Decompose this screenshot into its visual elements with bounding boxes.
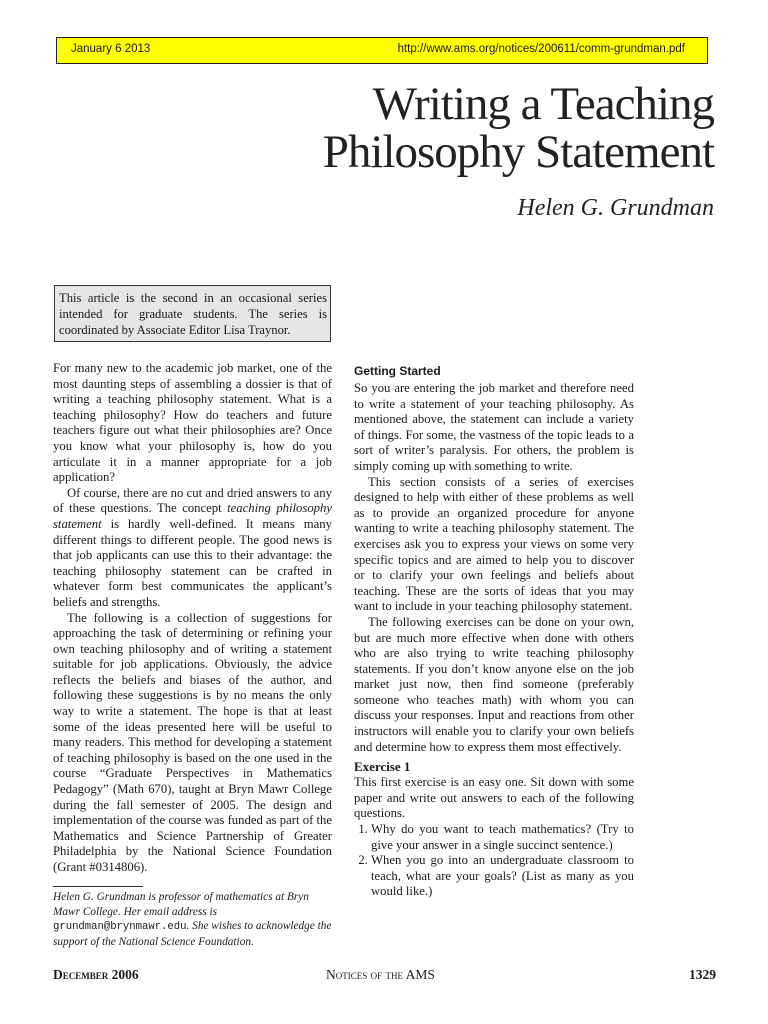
section-heading-getting-started: Getting Started [354,364,441,378]
left-paragraph-2-italic: teaching philosophy statement [53,501,332,531]
title-line-2: Philosophy Statement [322,126,714,178]
right-paragraph-3: The following exercises can be done on your own, but are much more effective when done with others who are also trying to write teaching philosophy statements. If you don’t know anyone else on the job market just now, then find someone (preferably someone who teaches math) with whom you can discuss your responses. Input and reactions from other instructors will enable you to clarify your own beliefs and determine how to express them most effectively. [354,614,634,754]
section-heading-exercise-1: Exercise 1 [354,759,411,775]
series-note-box: This article is the second in an occasional series intended for graduate students. The series is coordinated by Associate Editor Lisa Traynor. [54,285,331,342]
author-footnote [53,890,332,949]
footnote-text-1: Helen G. Grundman is professor of mathematics at Bryn Mawr College. Her email address is [53,891,309,918]
left-paragraph-2-end: is hardly well-defined. It means many different things to different people. The good news is that job applicants can use this to their advantage: the teaching philosophy statement can be crafted in whatever form best communicates the applicant’s beliefs and strengths. [53,516,332,609]
question-item: 1. Why do you want to teach mathematics? (Try to give your answer in a single succinct sentence.) [371,822,634,853]
right-paragraph-4: This first exercise is an easy one. Sit down with some paper and write out answers to each of the following questions. [354,775,634,821]
left-paragraph-2-start: Of course, there are no cut and dried answers to any of these questions. The concept [53,485,332,516]
footnote-divider [53,886,143,887]
left-paragraph-2 [53,486,332,611]
author-name: Helen G. Grundman [517,195,714,221]
footnote-email[interactable]: grundman@brynmawr.edu [53,921,187,933]
article-title [323,80,714,176]
right-paragraph-2: This section consists of a series of exercises designed to help with either of these problems as well as to provide an organized procedure for anyone wanting to write a teaching philosophy statement. The exercises ask you to express your views on some very specific topics and are aimed to help you to discover or to clarify your own feelings and beliefs about teaching. These are the sorts of ideas that you may want to include in your teaching philosophy statement. [354,474,634,614]
header-bar [56,37,708,64]
header-date: January 6 2013 [71,43,151,55]
footer-date: December 2006 [53,967,139,982]
page-number: 1329 [689,967,716,982]
right-paragraph-1: So you are entering the job market and therefore need to write a statement of your teaching philosophy. As mentioned above, the statement can include a variety of things. For some, the vastness of the topic leads to a sort of writer’s paralysis. For others, the problem is simply coming up with something to write. [354,381,634,473]
left-column [53,361,332,876]
right-column [354,363,634,900]
question-list [354,822,634,900]
header-url[interactable]: http://www.ams.org/notices/200611/comm-grundman.pdf [397,43,685,55]
left-paragraph-1: For many new to the academic job market, one of the most daunting steps of assembling a dossier is that of writing a teaching philosophy statement. What is a teaching philosophy? How do teachers and future teachers figure out what their philosophies are? Once you know what your philosophy is, how do you articulate it in a manner appropriate for a job application? [53,361,332,485]
footer-journal: Notices of the AMS [326,967,435,982]
question-item: 2. When you go into an undergraduate classroom to teach, what are your goals? (List as many as you would like.) [371,853,634,900]
title-line-1: Writing a Teaching [372,78,714,130]
left-paragraph-3: The following is a collection of suggestions for approaching the task of determining or refining your own teaching philosophy and of writing a statement suitable for job applications. Obviously, the advice reflects the beliefs and biases of the author, and following these suggestions is by no means the only way to write a statement. The hope is that at least some of the ideas presented here will be useful to many readers. This method for developing a statement of teaching philosophy is based on the one used in the course “Graduate Perspectives in Mathematics Pedagogy” (Math 670), taught at Bryn Mawr College during the fall semester of 2005. The design and implementation of the course was funded as part of the Mathematics and Science Partnership of Greater Philadelphia by the National Science Foundation (Grant #0314806). [53,610,332,874]
footnote-text-2: . She wishes to acknowledge the support of the National Science Foundation. [53,920,332,948]
